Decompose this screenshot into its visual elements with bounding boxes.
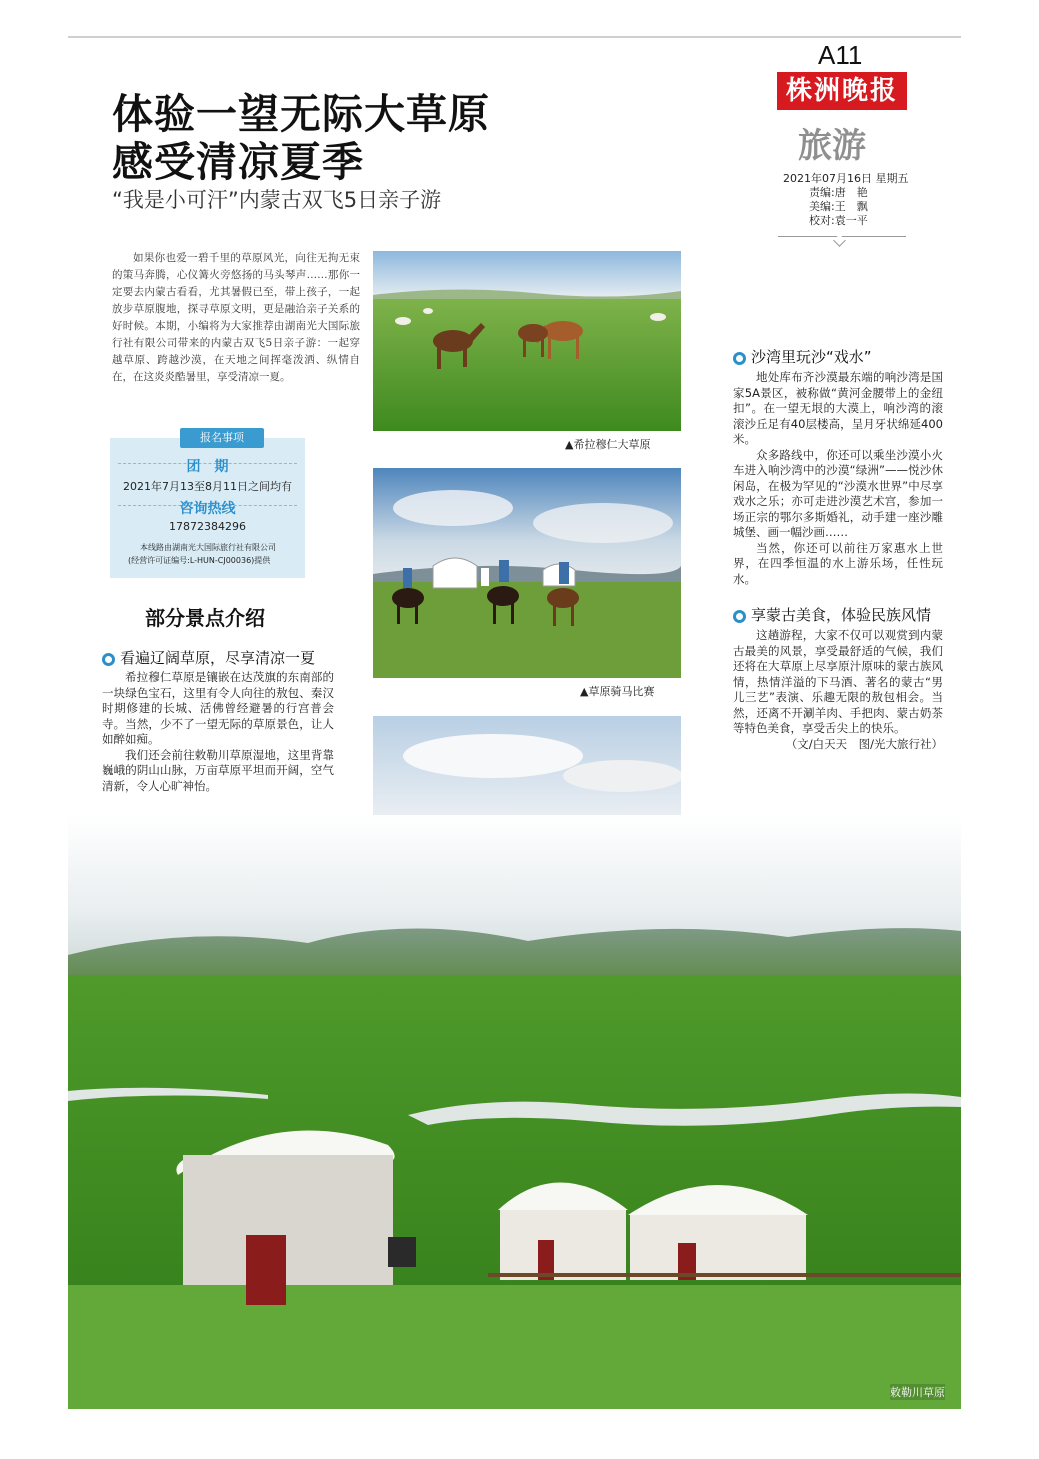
group-label: 团 期 [186, 459, 229, 475]
grassland-photo-svg [373, 251, 681, 431]
designer-credit: 美编:王 飘 [809, 200, 868, 213]
headline [112, 90, 490, 186]
section-name: 旅游 [798, 126, 866, 166]
top-rule [68, 36, 961, 38]
proofreader-credit: 校对:袁一平 [809, 214, 868, 227]
bullet-icon [102, 653, 115, 666]
food-heading-text: 享蒙古美食，体验民族风情 [751, 606, 932, 624]
scenic-heading: 部分景点介绍 [145, 606, 265, 630]
grassland-caption: ▲希拉穆仁大草原 [565, 438, 651, 451]
paragraph: 我们还会前往敕勒川草原湿地，这里背靠巍峨的阴山山脉，万亩草原平坦而开阔，空气清新，令人心旷神怡。 [102, 747, 334, 793]
group-dates: 2021年7月13至8月11日之间均有 [123, 480, 292, 493]
grassland-heading [102, 647, 315, 668]
desert-heading-text: 沙湾里玩沙“戏水” [751, 348, 872, 366]
headline-line-1: 体验一望无际大草原 [112, 90, 490, 138]
horse-race-caption: ▲草原骑马比赛 [580, 685, 655, 698]
signup-tab: 报名事项 [180, 428, 264, 448]
horse-race-photo [373, 468, 681, 678]
hotline-label: 咨询热线 [179, 501, 236, 517]
bullet-icon [733, 610, 746, 623]
bullet-icon [733, 352, 746, 365]
horse-race-photo-svg [373, 468, 681, 678]
desert-body [733, 370, 943, 587]
paragraph: 地处库布齐沙漠最东端的响沙湾是国家5A景区，被称做“黄河金腰带上的金纽扣”。在一望无垠的大漠上，响沙湾的滚滚沙丘足有40层楼高，呈月牙状绵延400米。 [733, 370, 943, 446]
dateline [783, 172, 909, 228]
chilechuan-grassland-photo [68, 815, 961, 1409]
subheadline: “我是小可汗”内蒙古双飞5日亲子游 [112, 188, 442, 212]
paragraph: 众多路线中，你还可以乘坐沙漠小火车进入响沙湾中的沙漠“绿洲”——悦沙休闲岛，在极为罕见的“沙漠水世界”中尽享戏水之乐；亦可走进沙漠艺术宫，参加一场正宗的鄂尔多斯婚礼，动手建一座沙雕城堡、画一幅沙画…… [733, 447, 943, 539]
editor-credit: 责编:唐 艳 [809, 186, 868, 199]
intro-paragraph: 如果你也爱一碧千里的草原风光，向往无拘无束的策马奔腾，心仪篝火旁悠扬的马头琴声……那你一定要去内蒙古看看，尤其暑假已至，带上孩子，一起放步草原腹地，探寻草原文明，更是融洽亲子关系的好时候。本期，小编将为大家推荐由湖南光大国际旅行社有限公司带来的内蒙古双飞5日亲子游：一起穿越草原、跨越沙漠，在天地之间挥毫泼洒、纵情自在，在这炎炎酷暑里，享受清凉一夏。 [112, 252, 360, 383]
signup-box [110, 438, 305, 578]
masthead-logo: 株洲晚报 [777, 72, 907, 110]
paragraph: 希拉穆仁草原是镶嵌在达茂旗的东南部的一块绿色宝石，这里有令人向往的敖包、秦汉时期修建的长城、活佛曾经避暑的行宫普会寺。当然，少不了一望无际的草原景色，让人如醉如痴。 [102, 670, 334, 746]
grassland-body [102, 670, 334, 794]
grassland-heading-text: 看遍辽阔草原，尽享清凉一夏 [120, 649, 316, 667]
hotline-number: 17872384296 [169, 520, 246, 533]
operator-note: 本线路由湖南光大国际旅行社有限公司 [140, 543, 276, 552]
paragraph: 当然，你还可以前往万家惠水上世界，在四季恒温的水上游乐场，任性玩水。 [733, 540, 943, 586]
headline-line-2: 感受清凉夏季 [112, 138, 364, 186]
grassland-photo [373, 251, 681, 431]
license-note: (经营许可证编号:L-HUN-CJ00036)提供 [128, 556, 271, 565]
chilechuan-photo-svg [68, 815, 961, 1409]
credit-line: （文/白天天 图/光大旅行社） [785, 736, 943, 751]
desert-heading [733, 346, 872, 367]
issue-date: 2021年07月16日 星期五 [783, 172, 909, 185]
page-number: A11 [818, 40, 863, 70]
chilechuan-caption: 敕勒川草原 [890, 1386, 945, 1399]
food-heading [733, 604, 931, 625]
paragraph: 这趟游程，大家不仅可以观赏到内蒙古最美的风景，享受最舒适的气候，我们还将在大草原上尽享原汁原味的蒙古族风情，热情洋溢的下马酒、著名的蒙古“男儿三艺”表演、乐趣无限的敖包相会。当然，还离不开涮羊肉、手把肉、蒙古奶茶等特色美食，享受舌尖上的快乐。 [733, 628, 943, 735]
food-body [733, 628, 943, 752]
